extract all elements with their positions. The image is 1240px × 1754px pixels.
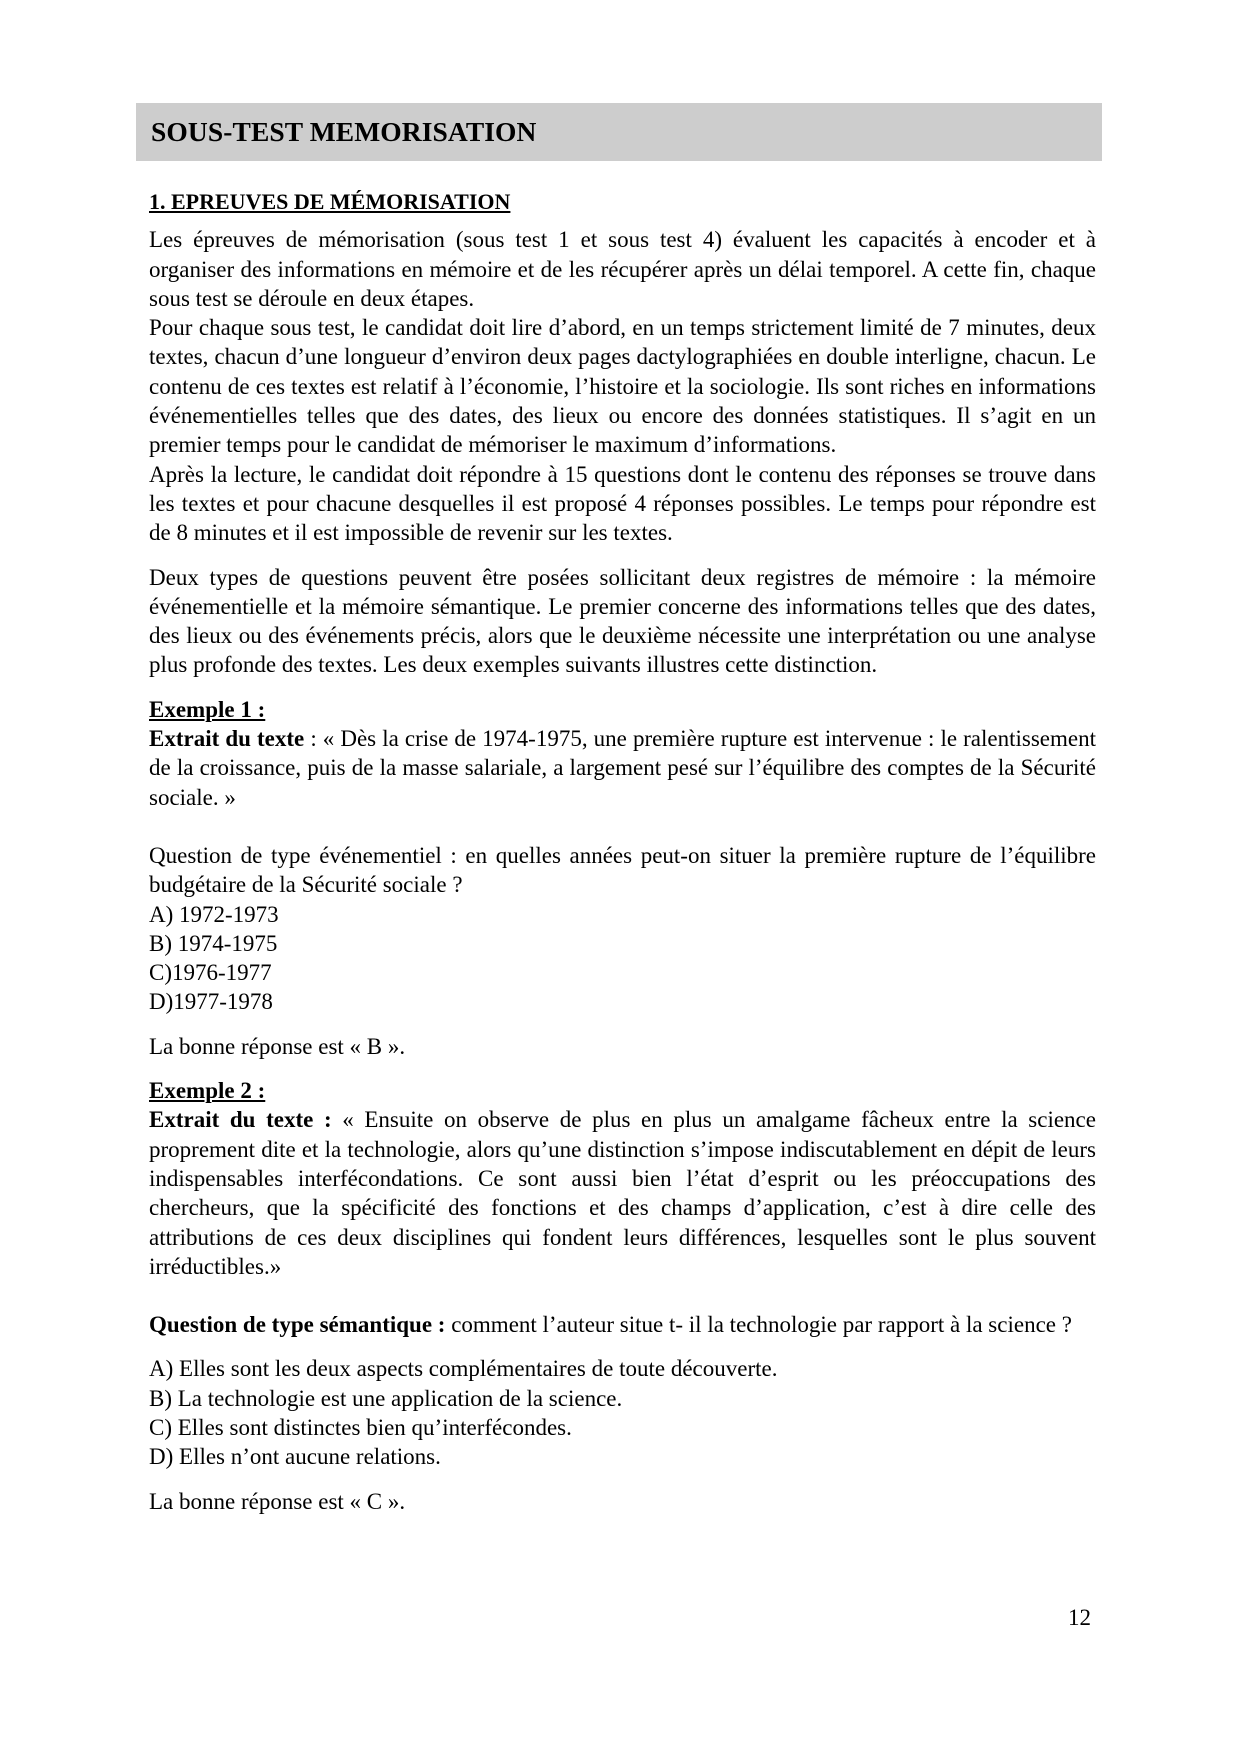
example-1-answer: La bonne réponse est « B ». — [149, 1033, 406, 1059]
example-1-option: A) 1972-1973 — [149, 901, 279, 927]
example-1-extract-label: Extrait du texte — [149, 726, 305, 752]
example-2-extract-text: « Ensuite on observe de plus en plus un amalgame fâcheux entre la science proprement dite et la technologie, alors qu’une distinction s’impose indiscutablement en dépit de leurs indispensables interfécondations. Ce sont aussi bien l’état d’esprit ou les préoccupations des chercheurs, que la spécificité des fonctions et des champs d’application, c’est à dire celle des attributions de ces deux disciplines qui fondent leurs différences, lesquelles sont le plus souvent irréductibles.» — [149, 1107, 1096, 1279]
main-content — [149, 187, 1096, 1516]
example-1-extract-text: : « Dès la crise de 1974-1975, une première rupture est intervenue : le ralentissement de la croissance, puis de la masse salariale, a largement pesé sur l’équilibre des comptes de la Sécurité sociale. » — [149, 726, 1096, 810]
section-heading: 1. EPREUVES DE MÉMORISATION — [149, 189, 511, 214]
example-2-option: B) La technologie est une application de la science. — [149, 1385, 623, 1411]
title-banner — [136, 103, 1102, 161]
example-1-option: D)1977-1978 — [149, 989, 273, 1015]
page-title: SOUS-TEST MEMORISATION — [151, 116, 537, 147]
example-2-option: A) Elles sont les deux aspects complémentaires de toute découverte. — [149, 1356, 778, 1382]
page-number: 12 — [1068, 1605, 1091, 1630]
example-1 — [149, 695, 1096, 1061]
example-2-option: C) Elles sont distinctes bien qu’interfécondes. — [149, 1414, 572, 1440]
example-1-extract — [149, 724, 1096, 812]
example-2-question-label: Question de type sémantique : — [149, 1312, 446, 1338]
example-1-question: Question de type événementiel : en quelles années peut-on situer la première rupture de l’équilibre budgétaire de la Sécurité sociale ? — [149, 842, 1096, 898]
question-types-paragraph: Deux types de questions peuvent être posées sollicitant deux registres de mémoire : la mémoire événementielle et la mémoire sémantique. Le premier concerne des informations telles que des dates, des lieux ou des événements précis, alors que le deuxième nécessite une interprétation ou une analyse plus profonde des textes. Les deux exemples suivants illustres cette distinction. — [149, 564, 1096, 678]
example-2-extract — [149, 1105, 1096, 1281]
intro-paragraph: Les épreuves de mémorisation (sous test 1 et sous test 4) évaluent les capacités à encoder et à organiser des informations en mémoire et de les récupérer après un délai temporel. A cette fin, chaque sous test se déroule en deux étapes. — [149, 227, 1096, 311]
example-2-option: D) Elles n’ont aucune relations. — [149, 1444, 441, 1470]
example-2-question — [149, 1310, 1096, 1339]
example-2-answer: La bonne réponse est « C ». — [149, 1488, 406, 1514]
example-1-title: Exemple 1 : — [149, 696, 266, 722]
example-1-option: B) 1974-1975 — [149, 930, 278, 956]
example-2-extract-label: Extrait du texte : — [149, 1107, 332, 1133]
answering-paragraph: Après la lecture, le candidat doit répondre à 15 questions dont le contenu des réponses se trouve dans les textes et pour chacune desquelles il est proposé 4 réponses possibles. Le temps pour répondre est de 8 minutes et il est impossible de revenir sur les textes. — [149, 461, 1096, 546]
example-2 — [149, 1076, 1096, 1516]
example-2-question-text: comment l’auteur situe t- il la technologie par rapport à la science ? — [445, 1312, 1072, 1338]
example-1-option: C)1976-1977 — [149, 960, 272, 986]
example-2-title: Exemple 2 : — [149, 1078, 266, 1104]
reading-paragraph: Pour chaque sous test, le candidat doit lire d’abord, en un temps strictement limité de 7 minutes, deux textes, chacun d’une longueur d’environ deux pages dactylographiées en double interligne, chacun. Le contenu de ces textes est relatif à l’économie, l’histoire et la sociologie. Ils sont riches en informations événementielles telles que des dates, des lieux ou encore des données statistiques. Il s’agit en un premier temps pour le candidat de mémoriser le maximum d’informations. — [149, 315, 1096, 458]
